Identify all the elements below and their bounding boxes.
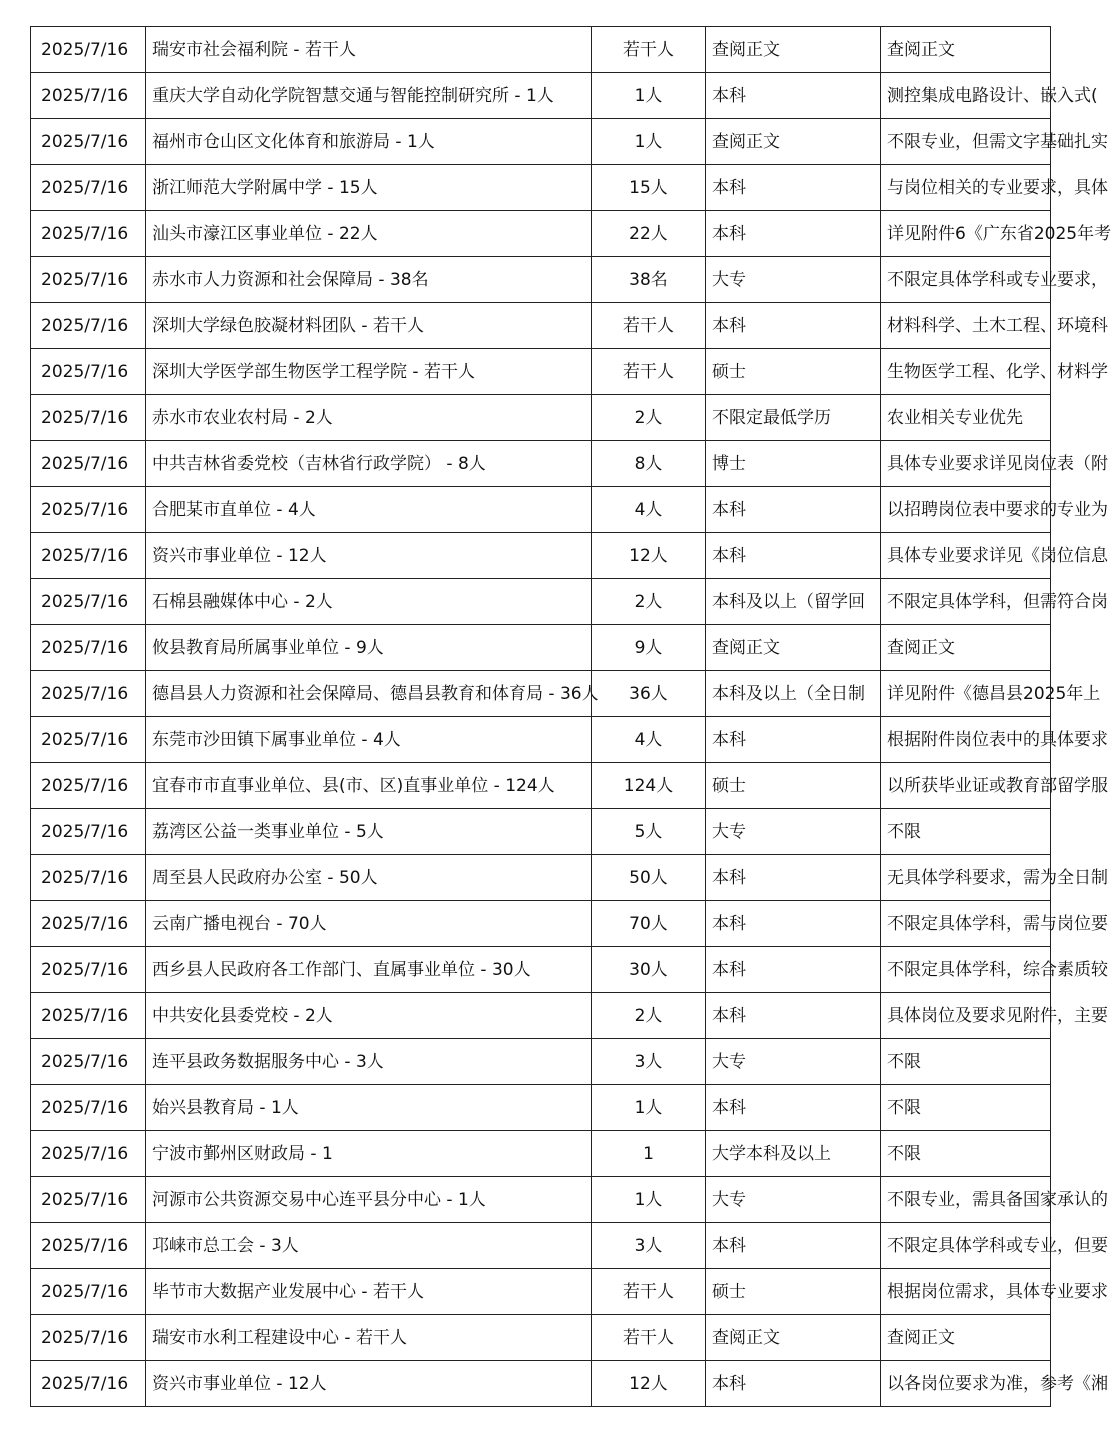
cell-date: 2025/7/16 [31,119,146,165]
cell-education: 本科 [706,1223,881,1269]
table-row [31,211,1051,257]
cell-date: 2025/7/16 [31,1361,146,1407]
cell-education: 查阅正文 [706,1315,881,1361]
cell-headcount: 2人 [592,395,706,441]
cell-headcount: 30人 [592,947,706,993]
cell-date: 2025/7/16 [31,717,146,763]
cell-title: 瑞安市水利工程建设中心 - 若干人 [146,1315,592,1361]
cell-education: 本科 [706,533,881,579]
cell-major: 农业相关专业优先 [881,395,1051,441]
job-listing-table-container [30,26,1111,1407]
table-row [31,671,1051,717]
cell-education: 本科及以上（全日制 [706,671,881,717]
cell-title: 福州市仓山区文化体育和旅游局 - 1人 [146,119,592,165]
cell-major: 具体专业要求详见《岗位信息 [881,533,1051,579]
cell-education: 本科 [706,165,881,211]
cell-title: 浙江师范大学附属中学 - 15人 [146,165,592,211]
cell-education: 本科 [706,947,881,993]
cell-major: 生物医学工程、化学、材料学 [881,349,1051,395]
cell-headcount: 4人 [592,717,706,763]
table-row [31,165,1051,211]
cell-date: 2025/7/16 [31,671,146,717]
cell-headcount: 15人 [592,165,706,211]
cell-date: 2025/7/16 [31,947,146,993]
cell-major: 查阅正文 [881,1315,1051,1361]
cell-date: 2025/7/16 [31,901,146,947]
cell-headcount: 1人 [592,73,706,119]
cell-title: 宁波市鄞州区财政局 - 1 [146,1131,592,1177]
cell-major: 查阅正文 [881,625,1051,671]
cell-education: 博士 [706,441,881,487]
cell-title: 德昌县人力资源和社会保障局、德昌县教育和体育局 - 36人 [146,671,592,717]
cell-title: 中共吉林省委党校（吉林省行政学院） - 8人 [146,441,592,487]
cell-major: 不限定具体学科或专业，但要 [881,1223,1051,1269]
table-row [31,1223,1051,1269]
table-row [31,27,1051,73]
cell-major: 不限定具体学科或专业要求， [881,257,1051,303]
table-row [31,809,1051,855]
cell-education: 大专 [706,1039,881,1085]
cell-major: 详见附件《德昌县2025年上 [881,671,1051,717]
cell-date: 2025/7/16 [31,809,146,855]
cell-headcount: 3人 [592,1039,706,1085]
cell-headcount: 1人 [592,1085,706,1131]
cell-headcount: 3人 [592,1223,706,1269]
cell-date: 2025/7/16 [31,1177,146,1223]
cell-title: 始兴县教育局 - 1人 [146,1085,592,1131]
cell-major: 材料科学、土木工程、环境科 [881,303,1051,349]
cell-major: 根据岗位需求，具体专业要求 [881,1269,1051,1315]
cell-title: 重庆大学自动化学院智慧交通与智能控制研究所 - 1人 [146,73,592,119]
cell-date: 2025/7/16 [31,27,146,73]
table-row [31,1361,1051,1407]
table-row [31,1039,1051,1085]
table-row [31,763,1051,809]
cell-headcount: 50人 [592,855,706,901]
cell-headcount: 若干人 [592,27,706,73]
cell-date: 2025/7/16 [31,303,146,349]
cell-education: 查阅正文 [706,27,881,73]
table-row [31,119,1051,165]
cell-headcount: 4人 [592,487,706,533]
table-row [31,257,1051,303]
table-row [31,1177,1051,1223]
cell-date: 2025/7/16 [31,487,146,533]
table-row [31,993,1051,1039]
cell-major: 具体岗位及要求见附件，主要 [881,993,1051,1039]
cell-headcount: 8人 [592,441,706,487]
cell-date: 2025/7/16 [31,1131,146,1177]
cell-headcount: 1人 [592,1177,706,1223]
cell-education: 硕士 [706,349,881,395]
table-row [31,303,1051,349]
cell-headcount: 9人 [592,625,706,671]
cell-major: 以各岗位要求为准，参考《湘 [881,1361,1051,1407]
cell-major: 不限 [881,1085,1051,1131]
cell-education: 大专 [706,1177,881,1223]
cell-date: 2025/7/16 [31,257,146,303]
cell-headcount: 12人 [592,533,706,579]
cell-headcount: 2人 [592,579,706,625]
table-row [31,855,1051,901]
cell-education: 本科 [706,487,881,533]
table-row [31,487,1051,533]
cell-headcount: 1人 [592,119,706,165]
cell-headcount: 1 [592,1131,706,1177]
table-row [31,395,1051,441]
cell-date: 2025/7/16 [31,855,146,901]
cell-title: 邛崃市总工会 - 3人 [146,1223,592,1269]
cell-major: 不限 [881,1039,1051,1085]
table-row [31,1269,1051,1315]
cell-headcount: 38名 [592,257,706,303]
table-row [31,533,1051,579]
table-row [31,73,1051,119]
cell-date: 2025/7/16 [31,441,146,487]
cell-title: 云南广播电视台 - 70人 [146,901,592,947]
cell-headcount: 70人 [592,901,706,947]
cell-major: 查阅正文 [881,27,1051,73]
cell-date: 2025/7/16 [31,1223,146,1269]
cell-headcount: 若干人 [592,349,706,395]
cell-date: 2025/7/16 [31,1315,146,1361]
cell-date: 2025/7/16 [31,1085,146,1131]
cell-date: 2025/7/16 [31,165,146,211]
cell-date: 2025/7/16 [31,349,146,395]
cell-headcount: 12人 [592,1361,706,1407]
cell-title: 中共安化县委党校 - 2人 [146,993,592,1039]
cell-education: 大专 [706,257,881,303]
cell-education: 本科 [706,211,881,257]
table-row [31,1131,1051,1177]
table-row [31,901,1051,947]
cell-headcount: 若干人 [592,1315,706,1361]
cell-education: 查阅正文 [706,625,881,671]
cell-major: 以所获毕业证或教育部留学服 [881,763,1051,809]
cell-title: 瑞安市社会福利院 - 若干人 [146,27,592,73]
cell-date: 2025/7/16 [31,1269,146,1315]
cell-title: 宜春市市直事业单位、县(市、区)直事业单位 - 124人 [146,763,592,809]
cell-date: 2025/7/16 [31,763,146,809]
cell-major: 不限 [881,809,1051,855]
cell-title: 深圳大学医学部生物医学工程学院 - 若干人 [146,349,592,395]
cell-headcount: 22人 [592,211,706,257]
cell-title: 东莞市沙田镇下属事业单位 - 4人 [146,717,592,763]
cell-education: 大学本科及以上 [706,1131,881,1177]
cell-title: 连平县政务数据服务中心 - 3人 [146,1039,592,1085]
cell-headcount: 5人 [592,809,706,855]
cell-title: 汕头市濠江区事业单位 - 22人 [146,211,592,257]
cell-headcount: 36人 [592,671,706,717]
cell-date: 2025/7/16 [31,625,146,671]
job-listing-table [30,26,1111,1407]
cell-major: 具体专业要求详见岗位表（附 [881,441,1051,487]
cell-date: 2025/7/16 [31,395,146,441]
cell-major: 不限定具体学科，综合素质较 [881,947,1051,993]
cell-date: 2025/7/16 [31,73,146,119]
table-row [31,349,1051,395]
cell-title: 资兴市事业单位 - 12人 [146,533,592,579]
cell-title: 河源市公共资源交易中心连平县分中心 - 1人 [146,1177,592,1223]
cell-date: 2025/7/16 [31,1039,146,1085]
cell-date: 2025/7/16 [31,533,146,579]
cell-major: 不限定具体学科，但需符合岗 [881,579,1051,625]
cell-major: 不限定具体学科，需与岗位要 [881,901,1051,947]
cell-headcount: 若干人 [592,303,706,349]
cell-title: 毕节市大数据产业发展中心 - 若干人 [146,1269,592,1315]
table-row [31,1315,1051,1361]
cell-title: 合肥某市直单位 - 4人 [146,487,592,533]
cell-education: 硕士 [706,1269,881,1315]
cell-education: 本科及以上（留学回 [706,579,881,625]
cell-major: 不限专业，需具备国家承认的 [881,1177,1051,1223]
cell-education: 本科 [706,855,881,901]
cell-date: 2025/7/16 [31,993,146,1039]
cell-major: 不限专业，但需文字基础扎实 [881,119,1051,165]
cell-education: 本科 [706,73,881,119]
cell-title: 赤水市农业农村局 - 2人 [146,395,592,441]
cell-date: 2025/7/16 [31,211,146,257]
cell-headcount: 124人 [592,763,706,809]
table-row [31,717,1051,763]
table-row [31,1085,1051,1131]
cell-title: 深圳大学绿色胶凝材料团队 - 若干人 [146,303,592,349]
cell-education: 本科 [706,1085,881,1131]
cell-major: 根据附件岗位表中的具体要求 [881,717,1051,763]
table-row [31,441,1051,487]
cell-title: 周至县人民政府办公室 - 50人 [146,855,592,901]
cell-education: 本科 [706,1361,881,1407]
cell-education: 本科 [706,901,881,947]
cell-headcount: 若干人 [592,1269,706,1315]
cell-education: 本科 [706,303,881,349]
table-row [31,579,1051,625]
cell-education: 大专 [706,809,881,855]
cell-education: 硕士 [706,763,881,809]
cell-education: 本科 [706,993,881,1039]
cell-title: 西乡县人民政府各工作部门、直属事业单位 - 30人 [146,947,592,993]
cell-major: 测控集成电路设计、嵌入式( [881,73,1051,119]
cell-education: 本科 [706,717,881,763]
table-row [31,625,1051,671]
table-body [31,27,1111,1407]
cell-major: 无具体学科要求，需为全日制 [881,855,1051,901]
cell-education: 不限定最低学历 [706,395,881,441]
cell-headcount: 2人 [592,993,706,1039]
cell-major: 以招聘岗位表中要求的专业为 [881,487,1051,533]
table-row [31,947,1051,993]
cell-title: 资兴市事业单位 - 12人 [146,1361,592,1407]
cell-date: 2025/7/16 [31,579,146,625]
cell-title: 石棉县融媒体中心 - 2人 [146,579,592,625]
cell-title: 赤水市人力资源和社会保障局 - 38名 [146,257,592,303]
cell-education: 查阅正文 [706,119,881,165]
cell-major: 与岗位相关的专业要求，具体 [881,165,1051,211]
cell-major: 详见附件6《广东省2025年考 [881,211,1051,257]
cell-title: 荔湾区公益一类事业单位 - 5人 [146,809,592,855]
cell-title: 攸县教育局所属事业单位 - 9人 [146,625,592,671]
cell-major: 不限 [881,1131,1051,1177]
